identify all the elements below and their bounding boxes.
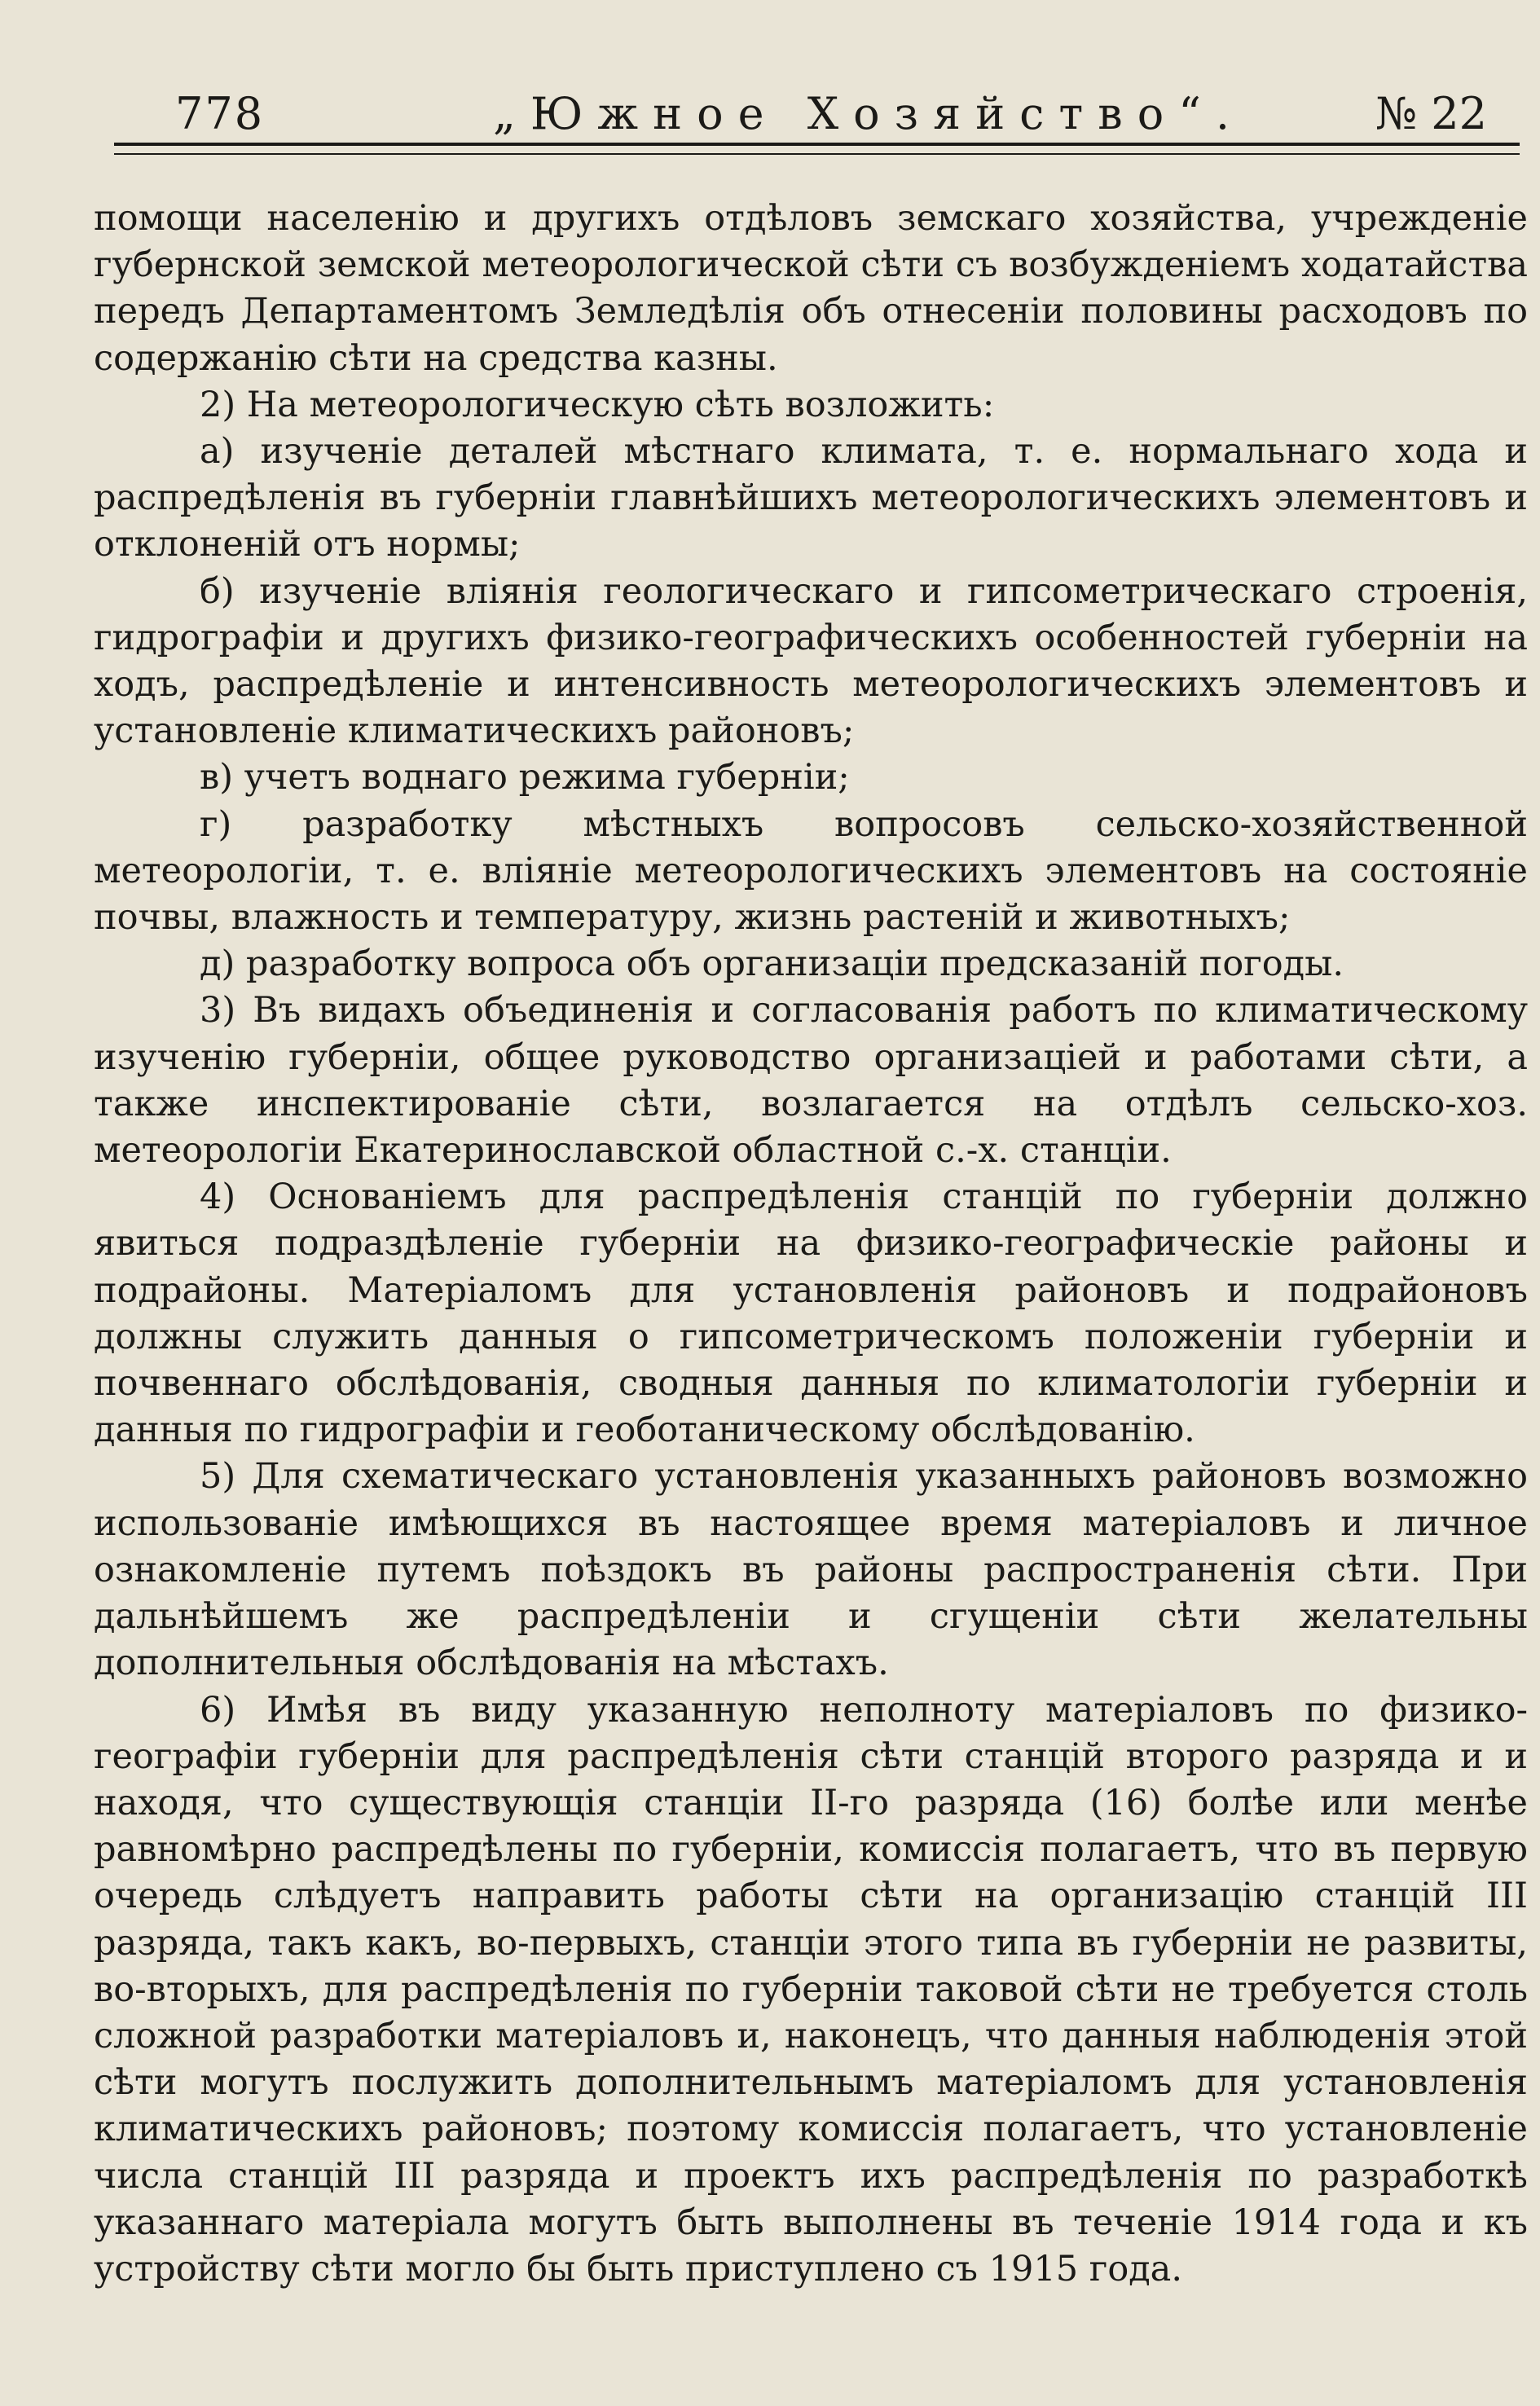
paragraph-continuation: помощи населенію и другихъ отдѣловъ земскаго хозяйства, учрежденіе губернской земской метеорологической сѣти съ возбужденіемъ ходатайства передъ Департаментомъ Земледѣлія объ отнесеніи половины расходовъ по содержанію сѣти на средства казны. [94,198,1528,379]
paragraph-item-2: 2) На метеорологическую сѣть возложить: [200,384,995,425]
page-number: 778 [175,88,265,139]
paragraph-item-4: 4) Основаніемъ для распредѣленія станцій по губерніи должно явиться подраздѣленіе губерніи на физико-географическіе районы и подрайоны. Матеріаломъ для установленія районовъ и подрайоновъ должны служить данныя о гипсометрическомъ положеніи губерніи и почвеннаго обслѣдованія, сводныя данныя по климатологіи губерніи и данныя по гидрографіи и геоботаническому обслѣдованію. [94,1177,1528,1451]
paragraph-item-6: 6) Имѣя въ виду указанную неполноту матеріаловъ по физико-географіи губерніи для распредѣленія сѣти станцій второго разряда и и находя, что существующія станціи II-го разряда (16) болѣе или менѣе равномѣрно распредѣлены по губерніи, комиссія полагаетъ, что въ первую очередь слѣдуетъ направить работы сѣти на организацію станцій III разряда, такъ какъ, во-первыхъ, станціи этого типа въ губерніи не развиты, во-вторыхъ, для распредѣленія по губерніи таковой сѣти не требуется столь сложной разработки матеріаловъ и, наконецъ, что данныя наблюденія этой сѣти могутъ послужить дополнительнымъ матеріаломъ для установленія климатическихъ районовъ; поэтому комиссія полагаетъ, что установленіе числа станцій III разряда и проектъ ихъ распредѣленія по разработкѣ указаннаго матеріала могутъ быть выполнены въ теченіе 1914 года и къ устройству сѣти могло бы быть приступлено съ 1915 года. [94,1689,1528,2289]
journal-title: „Южное Хозяйство“. [493,88,1244,139]
body-text [94,196,1528,2293]
paragraph-subitem-g: г) разработку мѣстныхъ вопросовъ сельско-хозяйственной метеорологіи, т. е. вліяніе метеорологическихъ элементовъ на состояніе почвы, влажность и температуру, жизнь растеній и животныхъ; [94,803,1528,939]
paragraph-item-5: 5) Для схематическаго установленія указанныхъ районовъ возможно использованіе имѣющихся въ настоящее время матеріаловъ и личное ознакомленіе путемъ поѣздокъ въ районы распространенія сѣти. При дальнѣйшемъ же распредѣленіи и сгущеніи сѣти желательны дополнительныя обслѣдованія на мѣстахъ. [94,1456,1528,1684]
paragraph-item-3: 3) Въ видахъ объединенія и согласованія работъ по климатическому изученію губерніи, общее руководство организаціей и работами сѣти, а также инспектированіе сѣти, возлагается на отдѣлъ сельско-хоз. метеорологіи Екатеринославской областной с.-х. станціи. [94,990,1528,1172]
header-rule-thin [114,153,1520,155]
paragraph-subitem-b: б) изученіе вліянія геологическаго и гипсометрическаго строенія, гидрографіи и другихъ физико-географическихъ особенностей губерніи на ходъ, распредѣленіе и интенсивность метеорологическихъ элементовъ и установленіе климатическихъ районовъ; [94,570,1528,752]
paragraph-subitem-a: а) изученіе деталей мѣстнаго климата, т. е. нормальнаго хода и распредѣленія въ губерніи главнѣйшихъ метеорологическихъ элементовъ и отклоненій отъ нормы; [94,431,1528,565]
paragraph-subitem-d: д) разработку вопроса объ организаціи предсказаній погоды. [200,943,1344,985]
header-rule-thick [114,143,1520,146]
paragraph-subitem-v: в) учетъ воднаго режима губерніи; [200,757,850,798]
issue-number: № 22 [1375,88,1487,139]
